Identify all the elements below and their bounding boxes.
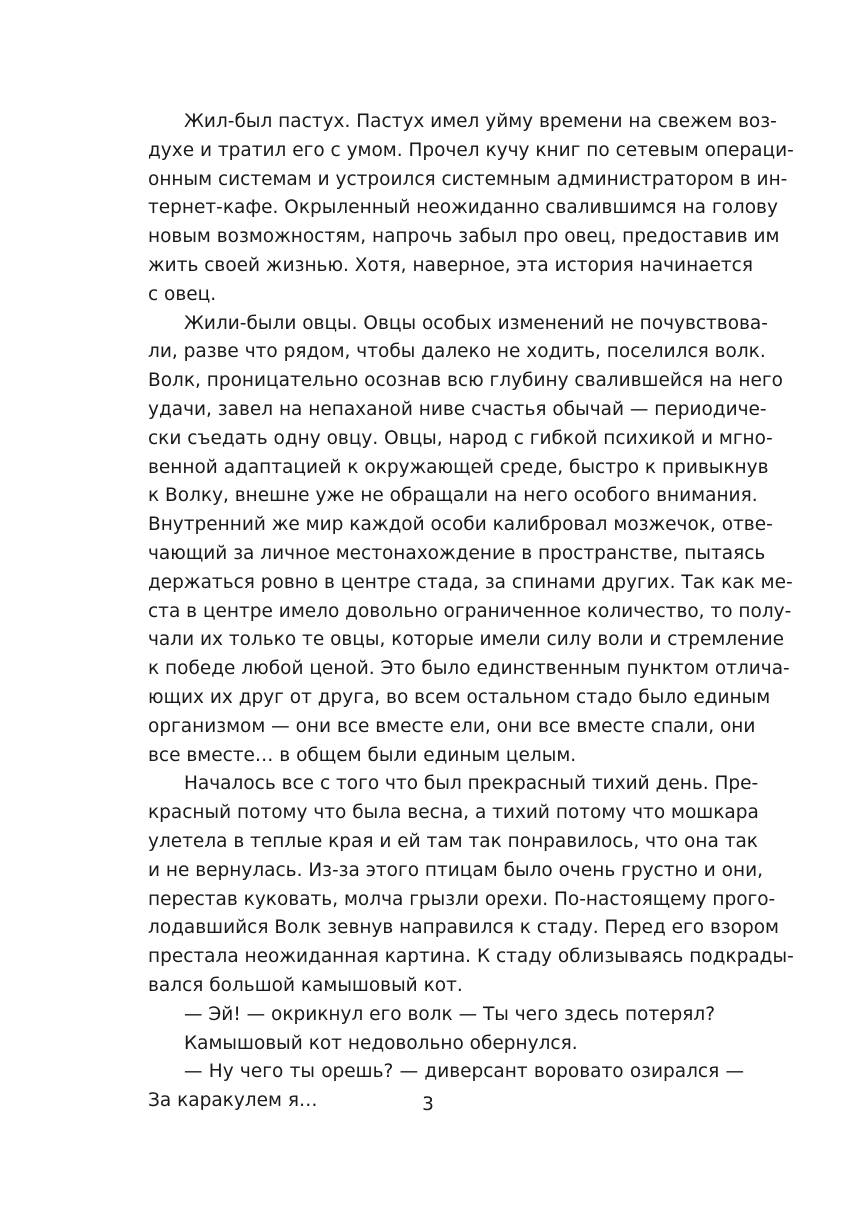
dialogue-wolf-shout: [148, 1001, 744, 1030]
text-line: престала неожиданная картина. К стаду облизываясь подкрады-: [148, 946, 794, 968]
text-line: Камышовый кот недовольно обернулся.: [184, 1032, 578, 1054]
text-line: Началось все с того что был прекрасный тихий день. Пре-: [184, 773, 759, 795]
text-line: ли, разве что рядом, чтобы далеко не ходить, поселился волк.: [148, 341, 766, 363]
paragraph-sheep: [148, 310, 793, 771]
text-line: улетела в теплые края и ей там так понравилось, что она так: [148, 830, 758, 852]
text-line: перестав куковать, молча грызли орехи. По-настоящему прого-: [148, 888, 776, 910]
text-line: лодавшийся Волк зевнув направился к стаду. Перед его взором: [148, 917, 780, 939]
text-line: Жили-были овцы. Овцы особых изменений не почувствова-: [184, 312, 768, 334]
paragraph-shepherd: [148, 108, 794, 310]
text-line: Внутренний же мир каждой особи калибровал мозжечок, отве-: [148, 514, 773, 536]
text-line: и не вернулась. Из-за этого птицам было очень грустно и они,: [148, 859, 763, 881]
text-line: ста в центре имело довольно ограниченное количество, то полу-: [148, 600, 792, 622]
text-line: красный потому что была весна, а тихий потому что мошкара: [148, 802, 759, 824]
text-line: держаться ровно в центре стада, за спинами других. Так как ме-: [148, 571, 793, 593]
text-line: новым возможностям, напрочь забыл про овец, предоставив им: [148, 226, 780, 248]
text-line: тернет-кафе. Окрыленный неожиданно свалившимся на голову: [148, 197, 778, 219]
body-text: [148, 108, 794, 1116]
text-line: духе и тратил его с умом. Прочел кучу книг по сетевым операци-: [148, 139, 794, 161]
text-line: к победе любой ценой. Это было единственным пунктом отлича-: [148, 658, 790, 680]
text-line: к Волку, внешне уже не обращали на него особого внимания.: [148, 485, 758, 507]
paragraph-cat-turned: [148, 1030, 744, 1059]
text-line: Волк, проницательно осознав всю глубину свалившейся на него: [148, 370, 783, 392]
text-line: организмом — они все вместе ели, они все вместе спали, они: [148, 715, 756, 737]
text-line: венной адаптацией к окружающей среде, быстро к привыкнув: [148, 456, 769, 478]
text-line: все вместе… в общем были единым целым.: [148, 744, 577, 766]
text-line: чающий за личное местонахождение в пространстве, пытаясь: [148, 542, 766, 564]
text-line: чали их только те овцы, которые имели силу воли и стремление: [148, 629, 784, 651]
page-number: 3: [422, 1094, 434, 1115]
text-line: вался большой камышовый кот.: [148, 974, 463, 996]
text-line: онным системам и устроился системным администратором в ин-: [148, 168, 788, 190]
text-line: — Эй! — окрикнул его волк — Ты чего здесь потерял?: [184, 1003, 716, 1025]
text-line: ски съедать одну овцу. Овцы, народ с гибкой психикой и мгно-: [148, 427, 773, 449]
text-line: с овец.: [148, 283, 217, 305]
text-line: — Ну чего ты орешь? — диверсант воровато озирался —: [184, 1061, 744, 1083]
text-line: За каракулем я…: [148, 1090, 318, 1112]
text-line: жить своей жизнью. Хотя, наверное, эта история начинается: [148, 254, 753, 276]
text-line: ющих их друг от друга, во всем остальном стадо было единым: [148, 686, 771, 708]
paragraph-beginning: [148, 770, 794, 1000]
text-line: удачи, завел на непаханой ниве счастья обычай — периодиче-: [148, 398, 767, 420]
text-line: Жил-был пастух. Пастух имел уйму времени на свежем воз-: [184, 111, 777, 132]
